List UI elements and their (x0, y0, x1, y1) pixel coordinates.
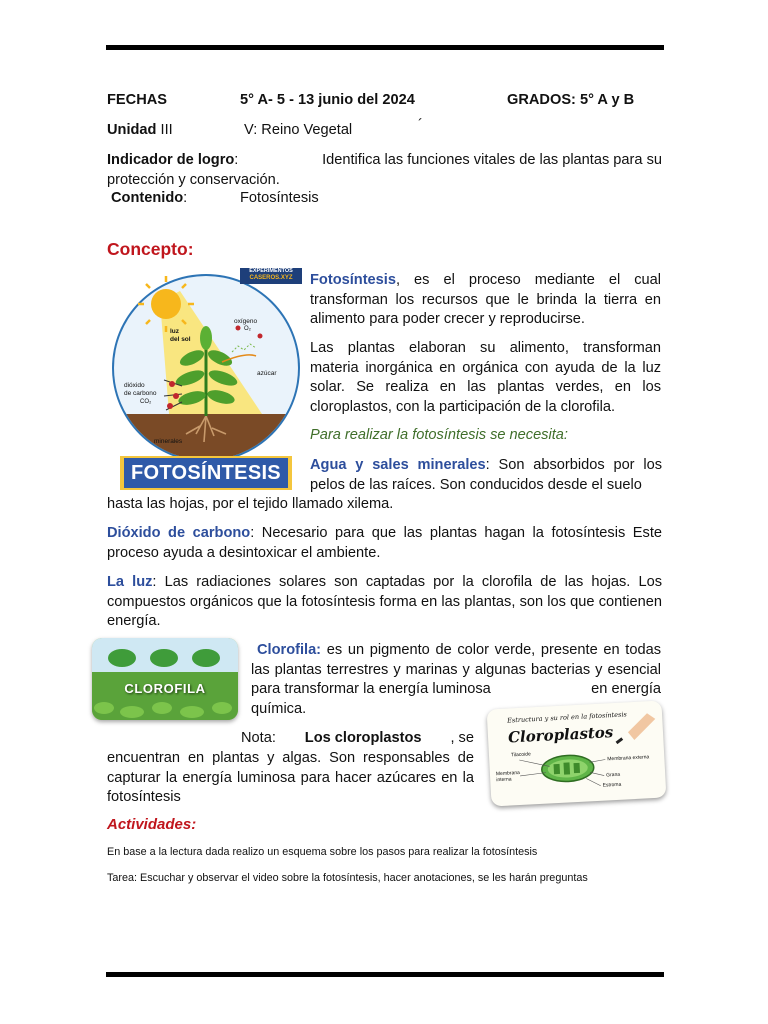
logo-line1: EXPERIMENTOS (249, 268, 293, 274)
text-clorofila: es un pigmento de color verde, presente en todas las plantas terrestres y marinas y algunas bacterias y esencial para transformar la energía luminosa en energía química. (251, 642, 666, 717)
contenido-colon: : (183, 190, 188, 206)
cloro-title: Cloroplastos (507, 723, 614, 747)
banner-title: FOTOSÍNTESIS (131, 462, 281, 484)
unidad-label: Unidad (107, 122, 157, 138)
cloro-label-estroma: Estroma (602, 781, 622, 789)
cloro-label-membrana-externa: Membrana externa (607, 754, 650, 763)
unidad-number: III (160, 122, 173, 138)
label-luz: luz del sol (170, 328, 191, 343)
contenido-row (111, 190, 187, 206)
cloro-label-tilacoide: Tilacoide (510, 751, 531, 759)
term-co2: Dióxido de carbono (107, 525, 251, 541)
term-agua: Agua y sales minerales (310, 457, 486, 473)
clorofila-svg (92, 638, 238, 720)
indicador-colon: : (234, 152, 239, 168)
label-dioxido: dióxido de carbono (124, 382, 157, 397)
top-rule (106, 45, 664, 50)
actividades-line1: En base a la lectura dada realizo un esquema sobre los pasos para realizar la fotosíntesis (107, 846, 538, 858)
actividades-line2: Tarea: Escuchar y observar el video sobre la fotosíntesis, hacer anotaciones, se les harán preguntas (107, 872, 588, 884)
contenido-label: Contenido (111, 190, 184, 206)
logo-line2: CASEROS.XYZ (249, 275, 293, 281)
cloro-label-membrana-interna: Membrana interna (495, 769, 521, 784)
actividades-heading: Actividades: (107, 816, 197, 833)
nota-first-line (241, 729, 474, 749)
label-minerales: minerales (154, 438, 183, 445)
bottom-rule (106, 972, 664, 977)
paragraph-alimento: Las plantas elaboran su alimento, transforman materia inorgánica en orgánica con ayuda de la luz solar. Se realiza en las plantas verdes, en los cloroplastos, con la participación de la clorofila. (310, 340, 661, 415)
clorofila-label: CLOROFILA (124, 681, 206, 696)
necesita-line: Para realizar la fotosíntesis se necesita: (310, 427, 568, 443)
agua-text: : Son absorbidos por los pelos de las raíces. Son conducidos desde el suelo (310, 457, 662, 493)
label-co2: CO₂ (140, 399, 152, 405)
unidad-row (107, 122, 173, 138)
agua-first (310, 456, 662, 495)
fechas-label: FECHAS (107, 92, 167, 108)
nota-paragraph: encuentran en plantas y algas. Son responsables de capturar la energía luminosa para hacer azúcares en la fotosíntesis (107, 750, 474, 805)
cloro-subtitle: Estructura y su rol en la fotosíntesis (506, 710, 627, 725)
indicador (107, 151, 662, 190)
contenido-value: Fotosíntesis (240, 190, 319, 206)
indicador-label: Indicador de logro (107, 152, 235, 168)
indicador-line2: protección y conservación. (107, 171, 280, 188)
agua-second: hasta las hojas, por el tejido llamado xilema. (107, 496, 394, 512)
clorofila-image (92, 638, 238, 720)
grados: GRADOS: 5° A y B (507, 92, 635, 108)
fechas-value: 5° A- 5 - 13 junio del 2024 (240, 92, 415, 108)
nota-label: Nota: (241, 730, 276, 746)
label-azucar: azúcar (257, 370, 277, 377)
nota-text-a: , se (450, 730, 474, 746)
concepto-heading: Concepto: (107, 239, 194, 259)
label-oxigeno: oxígeno (234, 318, 258, 325)
term-luz: La luz (107, 574, 153, 590)
paragraph-luz (107, 573, 662, 632)
text-co2: : Necesario para que las plantas hagan la fotosíntesis Este proceso ayuda a desintoxicar el ambiente. (107, 525, 662, 561)
paragraph-co2 (107, 524, 662, 563)
stray-mark: ´ (418, 117, 423, 133)
label-o2: O₂ (244, 326, 251, 332)
indicador-line1: Identifica las funciones vitales de las plantas para su (322, 152, 662, 168)
cloro-label-grana: Grana (606, 771, 621, 779)
unidad-title: V: Reino Vegetal (244, 122, 353, 138)
text-luz: : Las radiaciones solares son captadas por la clorofila de las hojas. Los compuestos orgánicos que la fotosíntesis forma en las plantas, son los que contienen energía. (107, 574, 662, 629)
nota-term: Los cloroplastos (304, 730, 422, 746)
agua-block (107, 456, 662, 515)
paragraph-fotosintesis (310, 271, 661, 330)
term-fotosintesis: Fotosíntesis (310, 272, 396, 288)
text-fotosintesis: , es el proceso mediante el cual transforman los recursos que le brinda la tierra en alimento para poder crecer y reproducirse. (310, 272, 661, 327)
cloroplastos-image (487, 700, 667, 806)
term-clorofila: Clorofila: (257, 642, 322, 658)
